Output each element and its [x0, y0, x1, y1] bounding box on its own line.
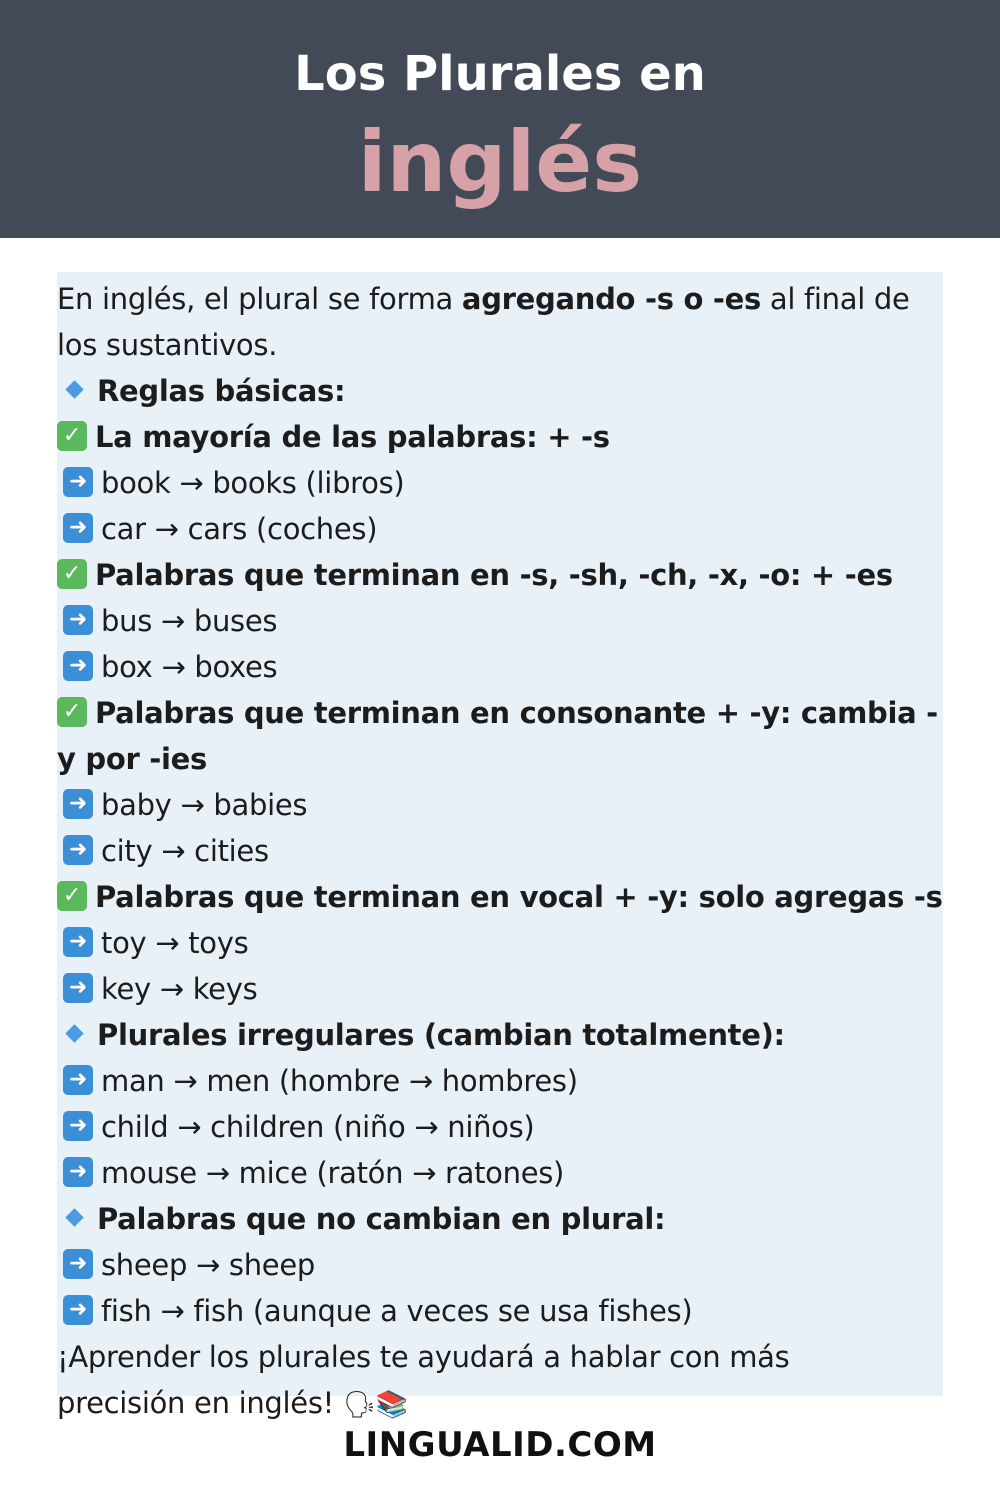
right-arrow-icon: ➜: [63, 1111, 93, 1141]
right-arrow-icon: ➜: [63, 651, 93, 681]
rule-line: [57, 460, 957, 506]
intro-paragraph: [57, 276, 937, 368]
rule-line: [57, 1242, 957, 1288]
example-text: man → men (hombre → hombres): [101, 1064, 578, 1098]
rule-line: [57, 1196, 957, 1242]
rule-line: [57, 1104, 957, 1150]
example-text: book → books (libros): [101, 466, 405, 500]
right-arrow-icon: ➜: [63, 973, 93, 1003]
title-line-2: inglés: [357, 113, 643, 211]
speaking-books-icon: 🗣📚: [342, 1390, 408, 1420]
blue-diamond-icon: [61, 1203, 87, 1233]
check-mark-icon: ✓: [57, 559, 87, 589]
intro-text-post: al final de los sustantivos.: [57, 282, 910, 362]
right-arrow-icon: ➜: [63, 1249, 93, 1279]
rule-line: [57, 690, 957, 736]
rule-line: [57, 552, 957, 598]
rule-heading-text: Palabras que no cambian en plural:: [97, 1202, 666, 1236]
right-arrow-icon: ➜: [63, 1065, 93, 1095]
rule-heading-text: Palabras que terminan en vocal + -y: solo agregas -s: [95, 880, 943, 914]
rule-line: [57, 1288, 957, 1334]
blue-diamond-icon: [61, 375, 87, 405]
blue-diamond-icon: [61, 1019, 87, 1049]
header-banner: [0, 0, 1000, 238]
right-arrow-icon: ➜: [63, 835, 93, 865]
rule-heading-text: Palabras que terminan en consonante + -y: cambia -: [95, 696, 938, 730]
rule-heading-text: La mayoría de las palabras: + -s: [95, 420, 610, 454]
example-text: child → children (niño → niños): [101, 1110, 535, 1144]
example-text: box → boxes: [101, 650, 278, 684]
closing-text-1: ¡Aprender los plurales te ayudará a hablar con más: [57, 1340, 790, 1374]
right-arrow-icon: ➜: [63, 1157, 93, 1187]
check-mark-icon: ✓: [57, 697, 87, 727]
rule-line: [57, 598, 957, 644]
example-text: car → cars (coches): [101, 512, 378, 546]
right-arrow-icon: ➜: [63, 467, 93, 497]
right-arrow-icon: ➜: [63, 605, 93, 635]
example-text: bus → buses: [101, 604, 278, 638]
rule-line: [57, 966, 957, 1012]
example-text: key → keys: [101, 972, 258, 1006]
right-arrow-icon: ➜: [63, 789, 93, 819]
rule-line: [57, 506, 957, 552]
content-body: [57, 276, 957, 1426]
rule-heading-text: Palabras que terminan en -s, -sh, -ch, -x, -o: + -es: [95, 558, 893, 592]
rule-heading-text: Reglas básicas:: [97, 374, 346, 408]
rule-line: [57, 920, 957, 966]
right-arrow-icon: ➜: [63, 1295, 93, 1325]
rule-line: [57, 736, 957, 782]
example-text: fish → fish (aunque a veces se usa fishes): [101, 1294, 693, 1328]
rule-line: [57, 368, 957, 414]
rule-list: [57, 368, 957, 1334]
rule-line: [57, 414, 957, 460]
intro-text-bold: agregando -s o -es: [461, 282, 761, 316]
rule-line: [57, 644, 957, 690]
rule-line: [57, 1058, 957, 1104]
example-text: mouse → mice (ratón → ratones): [101, 1156, 565, 1190]
closing-line-1: [57, 1334, 957, 1380]
intro-text-pre: En inglés, el plural se forma: [57, 282, 462, 316]
title-line-1: Los Plurales en: [294, 46, 706, 102]
rule-line: [57, 1012, 957, 1058]
rule-line: [57, 1150, 957, 1196]
closing-line-2: [57, 1380, 957, 1426]
example-text: toy → toys: [101, 926, 249, 960]
check-mark-icon: ✓: [57, 421, 87, 451]
rule-heading-text: Plurales irregulares (cambian totalmente):: [97, 1018, 785, 1052]
check-mark-icon: ✓: [57, 881, 87, 911]
rule-heading-text: y por -ies: [57, 742, 207, 776]
closing-text-2: precisión en inglés!: [57, 1386, 334, 1420]
example-text: baby → babies: [101, 788, 308, 822]
example-text: sheep → sheep: [101, 1248, 315, 1282]
right-arrow-icon: ➜: [63, 513, 93, 543]
footer-site: LINGUALID.COM: [343, 1425, 657, 1465]
rule-line: [57, 782, 957, 828]
rule-line: [57, 828, 957, 874]
example-text: city → cities: [101, 834, 269, 868]
rule-line: [57, 874, 957, 920]
right-arrow-icon: ➜: [63, 927, 93, 957]
